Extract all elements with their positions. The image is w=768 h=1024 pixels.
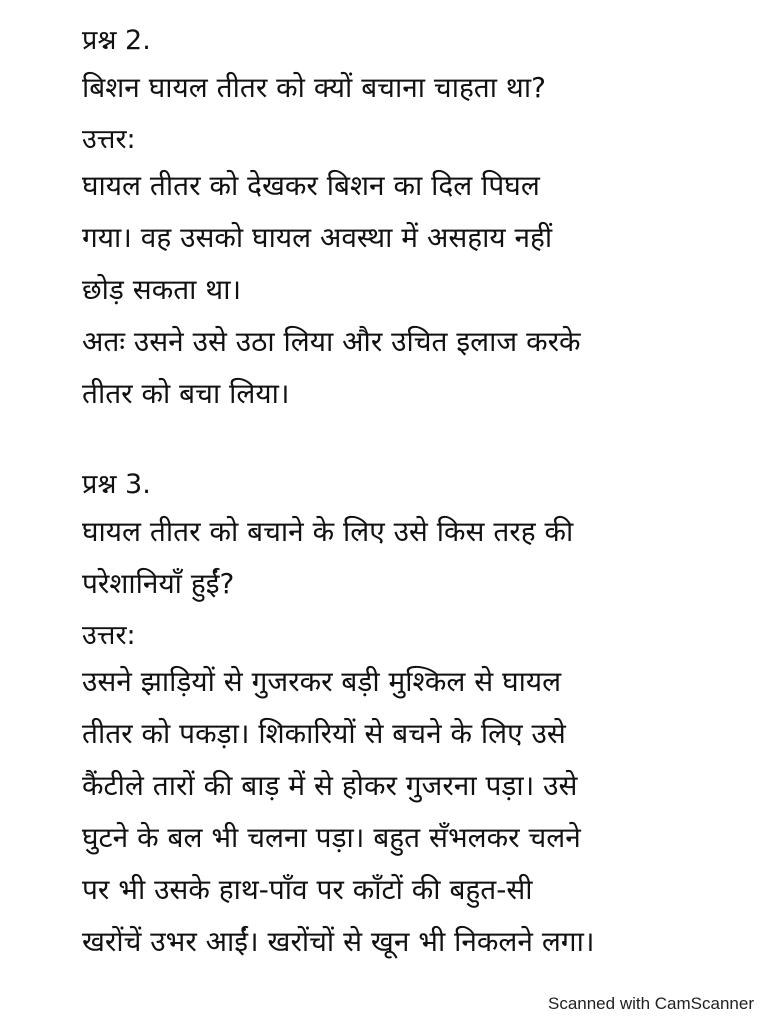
question-2-block (82, 18, 728, 420)
answer-3-label: उत्तर: (82, 619, 136, 651)
answer-3-line: कैंटीले तारों की बाड़ में से होकर गुजरना पड़ा। उसे (82, 769, 578, 802)
answer-3-line: खरोंचें उभर आईं। खरोंचों से खून भी निकलने लगा। (82, 925, 595, 958)
answer-3-line: तीतर को पकड़ा। शिकारियों से बचने के लिए उसे (82, 717, 566, 750)
question-3-label: प्रश्न 3. (82, 468, 151, 500)
answer-2-line: अतः उसने उसे उठा लिया और उचित इलाज करके (82, 325, 581, 358)
answer-2-line: छोड़ सकता था। (82, 273, 242, 306)
answer-2-line: घायल तीतर को देखकर बिशन का दिल पिघल (82, 169, 540, 202)
document-page (82, 18, 728, 968)
answer-2-line: तीतर को बचा लिया। (82, 377, 290, 410)
answer-3-line: उसने झाड़ियों से गुजरकर बड़ी मुश्किल से घायल (82, 665, 562, 698)
question-2-text-line: बिशन घायल तीतर को क्यों बचाना चाहता था? (82, 71, 546, 104)
question-3-text-line: घायल तीतर को बचाने के लिए उसे किस तरह की (82, 515, 574, 548)
answer-3-line: पर भी उसके हाथ-पाँव पर काँटों की बहुत-सी (82, 873, 533, 906)
answer-2-label: उत्तर: (82, 123, 136, 155)
question-3-text-line: परेशानियाँ हुईं? (82, 567, 235, 600)
question-2-label: प्रश्न 2. (82, 24, 151, 56)
answer-3-line: घुटने के बल भी चलना पड़ा। बहुत सँभलकर चलने (82, 821, 581, 854)
question-3-block (82, 462, 728, 968)
section-spacer (82, 420, 728, 462)
scanner-watermark: Scanned with CamScanner (544, 992, 758, 1016)
answer-2-line: गया। वह उसको घायल अवस्था में असहाय नहीं (82, 221, 553, 254)
